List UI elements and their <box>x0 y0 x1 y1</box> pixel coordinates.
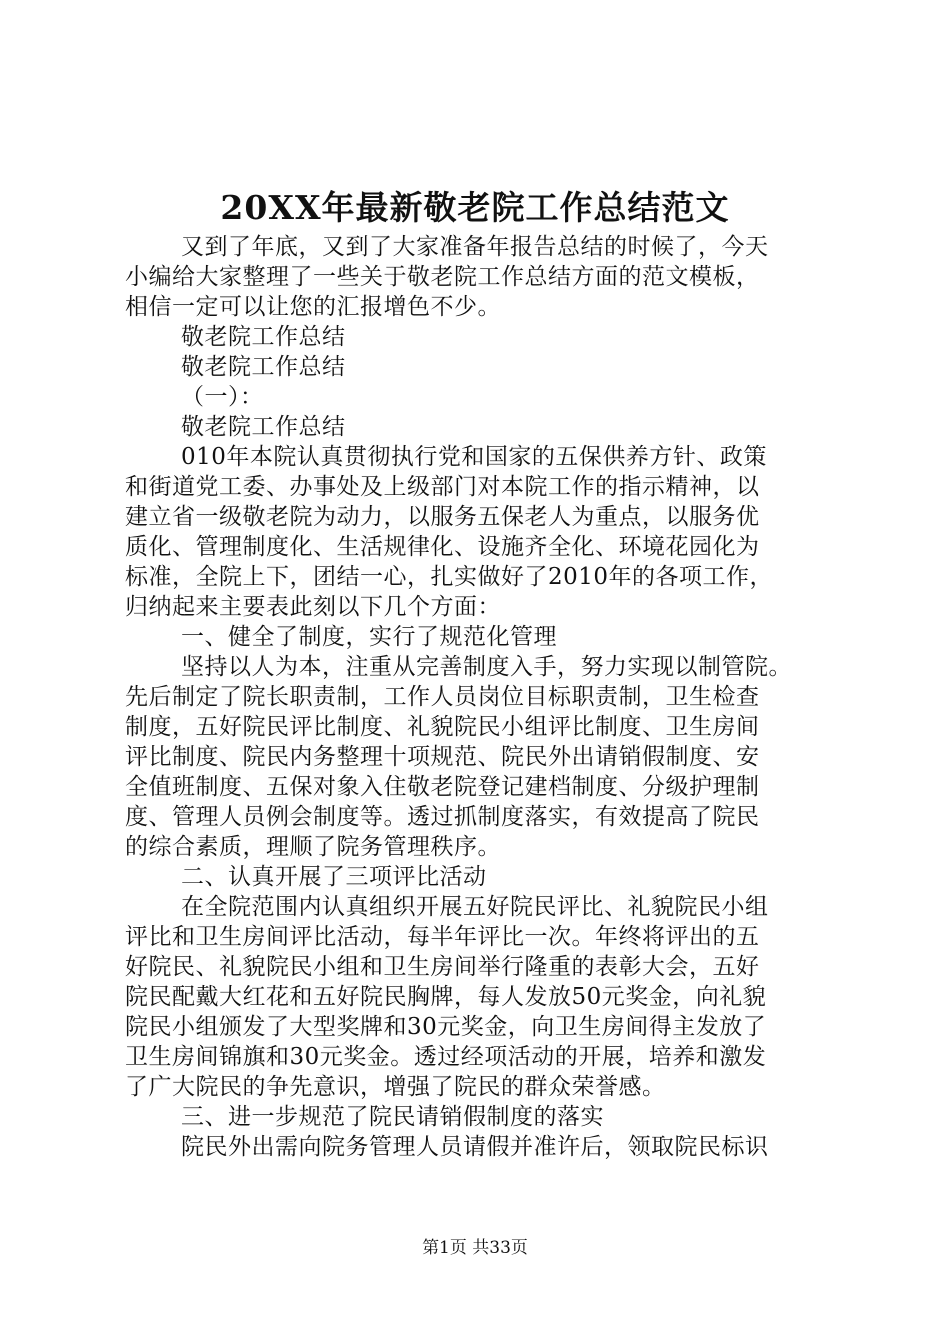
text-line: 了广大院民的争先意识，增强了院民的群众荣誉感。 <box>125 1074 666 1100</box>
text-line: 好院民、礼貌院民小组和卫生房间举行隆重的表彰大会，五好 <box>125 954 760 980</box>
text-line: 先后制定了院长职责制，工作人员岗位目标职责制，卫生检查 <box>125 684 760 710</box>
text-line: 院民配戴大红花和五好院民胸牌，每人发放50元奖金，向礼貌 <box>125 984 767 1010</box>
text-line: 又到了年底，又到了大家准备年报告总结的时候了，今天 <box>181 234 769 260</box>
text-line: 归纳起来主要表此刻以下几个方面： <box>125 594 501 620</box>
document-title: 20XX年最新敬老院工作总结范文 <box>220 188 730 227</box>
text-line: 建立省一级敬老院为动力，以服务五保老人为重点，以服务优 <box>125 504 760 530</box>
text-line: 和街道党工委、办事处及上级部门对本院工作的指示精神，以 <box>125 474 760 500</box>
text-line: 全值班制度、五保对象入住敬老院登记建档制度、分级护理制 <box>125 774 760 800</box>
text-line: 院民外出需向院务管理人员请假并准许后，领取院民标识 <box>181 1134 769 1160</box>
text-line: 院民小组颁发了大型奖牌和30元奖金，向卫生房间得主发放了 <box>125 1014 767 1040</box>
text-line: 敬老院工作总结 <box>181 414 346 440</box>
document-body <box>125 232 841 1162</box>
text-line: 评比和卫生房间评比活动，每半年评比一次。年终将评出的五 <box>125 924 760 950</box>
text-line: 010年本院认真贯彻执行党和国家的五保供养方针、政策 <box>181 444 767 470</box>
text-line: 相信一定可以让您的汇报增色不少。 <box>125 294 501 320</box>
text-line: 的综合素质，理顺了院务管理秩序。 <box>125 834 501 860</box>
text-line: 质化、管理制度化、生活规律化、设施齐全化、环境花园化为 <box>125 534 760 560</box>
text-line: 一、健全了制度，实行了规范化管理 <box>181 624 557 650</box>
text-line: （一）： <box>181 384 264 410</box>
text-line: 敬老院工作总结 <box>181 354 346 380</box>
page-footer: 第1页 共33页 <box>422 1238 528 1258</box>
text-line: 评比制度、院民内务整理十项规范、院民外出请销假制度、安 <box>125 744 760 770</box>
text-line: 度、管理人员例会制度等。透过抓制度落实，有效提高了院民 <box>125 804 760 830</box>
text-line: 制度，五好院民评比制度、礼貌院民小组评比制度、卫生房间 <box>125 714 760 740</box>
text-line: 三、进一步规范了院民请销假制度的落实 <box>181 1104 604 1130</box>
text-line: 敬老院工作总结 <box>181 324 346 350</box>
text-line: 在全院范围内认真组织开展五好院民评比、礼貌院民小组 <box>181 894 769 920</box>
text-line: 标准，全院上下，团结一心，扎实做好了2010年的各项工作， <box>125 564 774 590</box>
text-line: 坚持以人为本，注重从完善制度入手，努力实现以制管院。 <box>181 654 792 680</box>
text-line: 二、认真开展了三项评比活动 <box>181 864 487 890</box>
text-line: 卫生房间锦旗和30元奖金。透过经项活动的开展，培养和激发 <box>125 1044 767 1070</box>
text-line: 小编给大家整理了一些关于敬老院工作总结方面的范文模板， <box>125 264 760 290</box>
